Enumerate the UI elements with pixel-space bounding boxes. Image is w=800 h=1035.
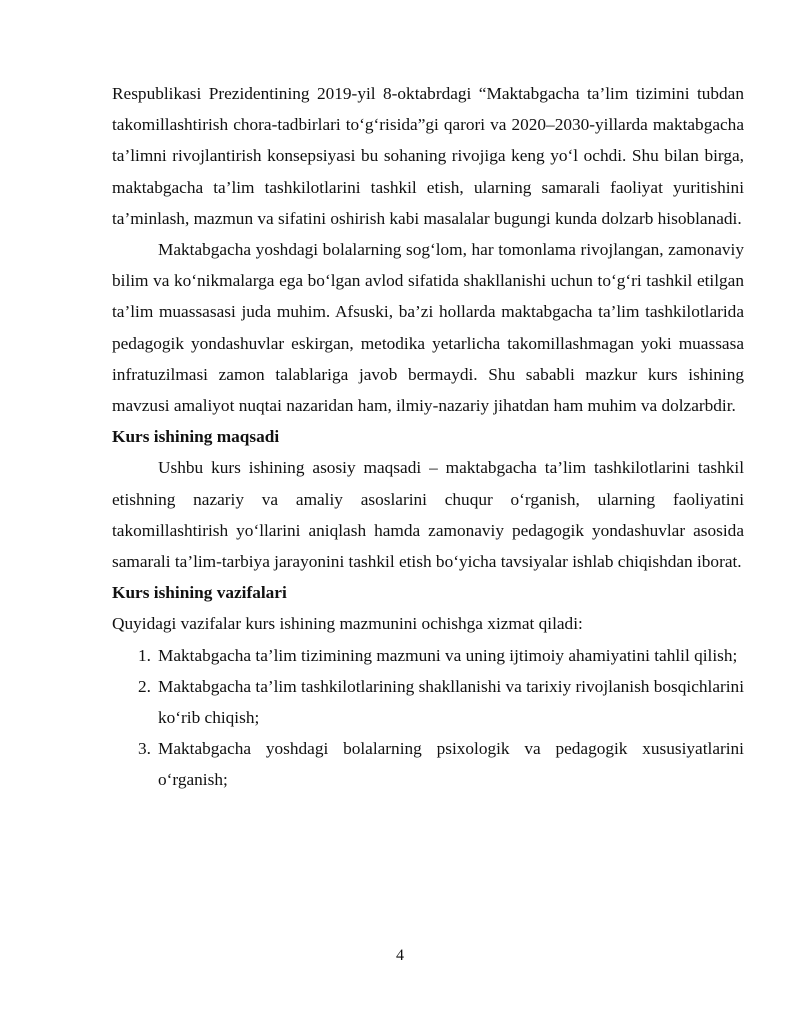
page-number: 4	[396, 947, 404, 964]
tasks-intro: Quyidagi vazifalar kurs ishining mazmunini ochishga xizmat qiladi:	[112, 614, 583, 634]
task-text: Maktabgacha ta’lim tashkilotlarining shakllanishi va tarixiy rivojlanish bosqichlarini ko‘rib chiqish;	[158, 676, 744, 728]
task-number: 2.	[138, 676, 151, 696]
task-number: 1.	[138, 645, 151, 665]
document-page	[112, 78, 744, 796]
task-item	[112, 733, 744, 795]
tasks-heading: Kurs ishining vazifalari	[112, 583, 287, 603]
goal-paragraph: Ushbu kurs ishining asosiy maqsadi – maktabgacha ta’lim tashkilotlarini tashkil etishning nazariy va amaliy asoslarini chuqur o‘rganish, ularning faoliyatini takomillashtirish yo‘llarini aniqlash hamda zamonaviy pedagogik yondashuvlar asosida samarali ta’lim-tarbiya jarayonini tashkil etish bo‘yicha tavsiyalar ishlab chiqishdan iborat.	[112, 458, 744, 572]
task-item	[112, 640, 744, 671]
tasks-list	[112, 640, 744, 796]
goal-heading: Kurs ishining maqsadi	[112, 427, 280, 447]
task-text: Maktabgacha yoshdagi bolalarning psixologik va pedagogik xususiyatlarini o‘rganish;	[158, 739, 744, 790]
paragraph-intro: Respublikasi Prezidentining 2019-yil 8-oktabrdagi “Maktabgacha ta’lim tizimini tubdan takomillashtirish chora-tadbirlari to‘g‘risida”gi qarori va 2020–2030-yillarda maktabgacha ta’limni rivojlantirish konsepsiyasi bu sohaning rivojiga keng yo‘l ochdi. Shu bilan birga, maktabgacha ta’lim tashkilotlarini tashkil etish, ularning samarali faoliyat yuritishini ta’minlash, mazmun va sifatini oshirish kabi masalalar bugungi kunda dolzarb hisoblanadi.	[112, 84, 744, 228]
task-text: Maktabgacha ta’lim tizimining mazmuni va uning ijtimoiy ahamiyatini tahlil qilish;	[158, 645, 738, 665]
task-number: 3.	[138, 739, 151, 759]
paragraph-relevance: Maktabgacha yoshdagi bolalarning sog‘lom, har tomonlama rivojlangan, zamonaviy bilim va ko‘nikmalarga ega bo‘lgan avlod sifatida shakllanishi uchun to‘g‘ri tashkil etilgan ta’lim muassasasi juda muhim. Afsuski, ba’zi hollarda maktabgacha ta’lim tashkilotlarida pedagogik yondashuvlar eskirgan, metodika yetarlicha takomillashmagan yoki muassasa infratuzilmasi zamon talablariga javob bermaydi. Shu sababli mazkur kurs ishining mavzusi amaliyot nuqtai nazaridan ham, ilmiy-nazariy jihatdan ham muhim va dolzarbdir.	[112, 240, 744, 416]
task-item	[112, 671, 744, 733]
